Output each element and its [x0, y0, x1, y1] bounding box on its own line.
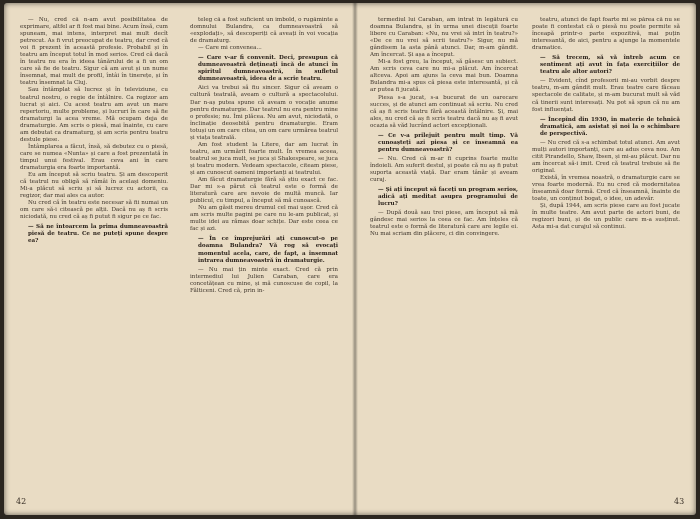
left-page-column-2: [190, 17, 338, 493]
paragraph: Întâmplarea a făcut, însă, să debutez cu o piesă, care se numea «Nunta» și care a fost prezentată în timpul unui festival. Erau ceva ani în care dramaturgia era foarte importantă.: [20, 143, 168, 171]
interview-question: — Să ne întoarcem la prima dumneavoastră piesă de teatru. Ce ne puteți spune despre ea?: [28, 224, 168, 245]
left-page-column-1: [20, 17, 168, 493]
paragraph: Nu am găsit mereu drumul cel mai ușor. Cred că am scris multe pagini pe care nu le-am publicat, și multe idei au rămas doar schițe. Dar este ceea ce fac și azi.: [190, 205, 338, 233]
paragraph: — Nu, cred că n-am avut posibilitatea de exprimare, altfel ar fi fost mai bine. Acum însă, cum spuneam, mai intens, interpret mai mult decît petrecut. As fi vrut preocupat de teatru, dar cred că voi fi prezent în această profesie. Probabil și în teatru am început totul în mod serios. Cred că dacă în teatru nu era în ideea tânărului de a fi un om care să fie de teatru. Sigur că am avut și un nume însemnat, mai mult de profil, întâi în tinerețe, și în teatru însemnat la Cluj.: [20, 17, 168, 87]
paragraph: teatru, atunci de fapt foarte mi se părea că nu se poate fi contestat că o piesă nu poate permite să înceapă printr-o parte expozitivă, mai puțin interesantă, de aici, pentru a ajunge la momentele dramatice.: [532, 17, 680, 52]
page-number-left: 42: [16, 497, 27, 506]
paragraph: — Evident, cînd profesorii mi-au vorbit despre teatru, m-am gândit mult. Erau teatre care făceau spectacole de calitate, și m-am bucurat mult să văd că tinerii sunt interesați. Nu pot să spun că nu am fost influențat.: [532, 78, 680, 113]
paragraph: Am fost student la Litere, dar am lucrat în teatru, am urmărit foarte mult. În vremea aceea, teatrul se juca mult, se juca și Shakespeare, se juca și teatru modern. Vedeam spectacole, citeam piese, și am cunoscut oameni importanți ai teatrului.: [190, 141, 338, 176]
paragraph: — Nu mai țin minte exact. Cred că prin intermediul lui Julien Caraban, care era concetățean cu mine, și mă cunoscuse de copil, la Fălticeni. Cred că, prin in-: [190, 266, 338, 294]
paragraph: — Nu cred că s-a schimbat totul atunci. Am avut mulți autori importanți, care au adus ceva nou. Am citit Pirandello, Shaw, Ibsen, și mi-au plăcut. Dar nu am încercat să-i imit. Cred că teatrul trebuie să fie original.: [532, 139, 680, 174]
page-number-right: 43: [674, 497, 685, 506]
paragraph: Eu am început să scriu teatru. Și am descoperit că teatrul nu obligă să rămâi în același domeniu. Mi-a plăcut să scriu și să lucrez cu actorii, ca regizor, dar mai ales ca autor.: [20, 172, 168, 200]
paragraph: Aici va trebui să fiu sincer. Sigur că aveam o cultură teatrală, aveam o cultură a spectacolului. Dar n-aș putea spune că aveam o vocație anume pentru dramaturgie. Dar teatrul nu era pentru mine o profesie; nu. Îmi plăcea. Nu am avut, niciodată, o înclinație deosebită pentru dramaturgie. Eram totuși un om care citea, un om care urmărea teatrul și viața teatrală.: [190, 85, 338, 141]
right-page-column-1: [370, 17, 518, 493]
book-gutter: [352, 3, 358, 515]
paragraph: — Care mi convenea...: [198, 45, 262, 52]
interview-question: — Să trecem, să vă întreb acum ce sentiment ați avut în fața exercițiilor de teatru ale altor autori?: [540, 55, 680, 76]
paragraph: Am făcut dramaturgie fără să știu exact ce fac. Dar mi s-a părut că teatrul este o formă de literatură care are nevoie de multă muncă. Iar publicul, cu timpul, a început să mă cunoască.: [190, 177, 338, 205]
paragraph: Mi-a fost greu, la început, să găsesc un subiect. Am scris ceva care nu mi-a plăcut. Am încercat altceva. Apoi am ajuns la ceva mai bun. Doamna Bulandra mi-a spus că piesa este interesantă, și că ar putea fi jucată.: [370, 59, 518, 94]
interview-question: — Începînd din 1930, în materie de tehnică dramatică, am asistat și noi la o schimbare de perspectivă.: [540, 116, 680, 137]
paragraph: Și, după 1944, am scris piese care au fost jucate în multe teatre. Am avut parte de actori buni, de regizori buni, și de un public care m-a susținut. Asta mi-a dat curajul să continui.: [532, 203, 680, 231]
interview-question: — Care v-ar fi convenit. Deci, presupun că dumneavoastră dețineați încă de atunci în spiritul dumneavoastră, în sufletul dumneavoastră, ideea de a scrie teatru.: [198, 55, 338, 83]
interview-question: — În ce împrejurări ați cunoscut-o pe doamna Bulandra? Vă rog să evocați momentul acela, care, de fapt, a însemnat intrarea dumneavoastră în dramaturgie.: [198, 236, 338, 264]
book-spread: [4, 3, 696, 515]
interview-question: — Și ați început să faceți un program serios, adică ați meditat asupra programului de lucru?: [378, 187, 518, 208]
right-page-column-2: [532, 17, 680, 493]
paragraph: Sau întâmplat să lucrez și în televiziune, cu teatrul nostru, o regie de întâlnire. Ca regizor am lucrat și aici. Cu acest teatru am avut un mare repertoriu, multe probleme, și lucruri în care să fie dramaturgi la acea vreme. Mă ocupam deja de dramaturgie. Am scris o piesă, mai înainte, cu care am debutat ca dramaturg, și am scris pentru teatru destule piese.: [20, 87, 168, 143]
paragraph: Nu cred că în teatru este necesar să fii numai un om care să-i citească pe alții. Dacă nu aș fi scris niciodată, nu cred că aș fi putut fi sigur pe ce fac.: [20, 200, 168, 221]
paragraph: Există, în vremea noastră, o dramaturgie care se vrea foarte modernă. Eu nu cred că modernitatea înseamnă doar formă. Cred că înseamnă, înainte de toate, un conținut bogat, o idee, un adevăr.: [532, 174, 680, 203]
interview-question: — Ce v-a prilejuit pentru mult timp. Vă cunoașteți azi piesa și ce înseamnă ea pentru dumneavoastră?: [378, 132, 518, 153]
paragraph: — După două sau trei piese, am început să mă gândesc mai serios la ceea ce fac. Am înțeles că teatrul este o formă de literatură care are legile ei. Nu mai scriam din plăcere, ci din convingere.: [370, 210, 518, 238]
paragraph: Piesa s-a jucat, s-a bucurat de un oarecare succes, și de atunci am continuat să scriu. Nu cred că aș fi scris teatru fără această întâlnire. Și, mai ales, nu cred că aș fi scris teatru dacă nu aș fi avut ocazia să văd lucrând actori excepționali.: [370, 94, 518, 129]
paragraph: teleg că a fost suficient un imbold, o rugăminte a domnului Bulandra, ca dumneavoastră să «explodați», să descoperiți că aveați în voi vocația de dramaturg.: [190, 17, 338, 45]
paragraph: — Nu. Cred că m-ar fi cuprins foarte multe îndoieli. Am suferit destul, și poate că nu aș fi putut suporta această viață. Dar eram tânăr și aveam curaj.: [370, 155, 518, 184]
paragraph: termediul lui Caraban, am intrat în legătură cu doamna Bulandra, și în urma unei discuții foarte libere cu Caraban: «Nu, nu vrei să intri în teatru?» «De ce nu vrei să scrii teatru?» Sigur, nu mă gândisem la asta până atunci. Dar, m-am gândit. Am încercat. Și așa a început.: [370, 17, 518, 59]
